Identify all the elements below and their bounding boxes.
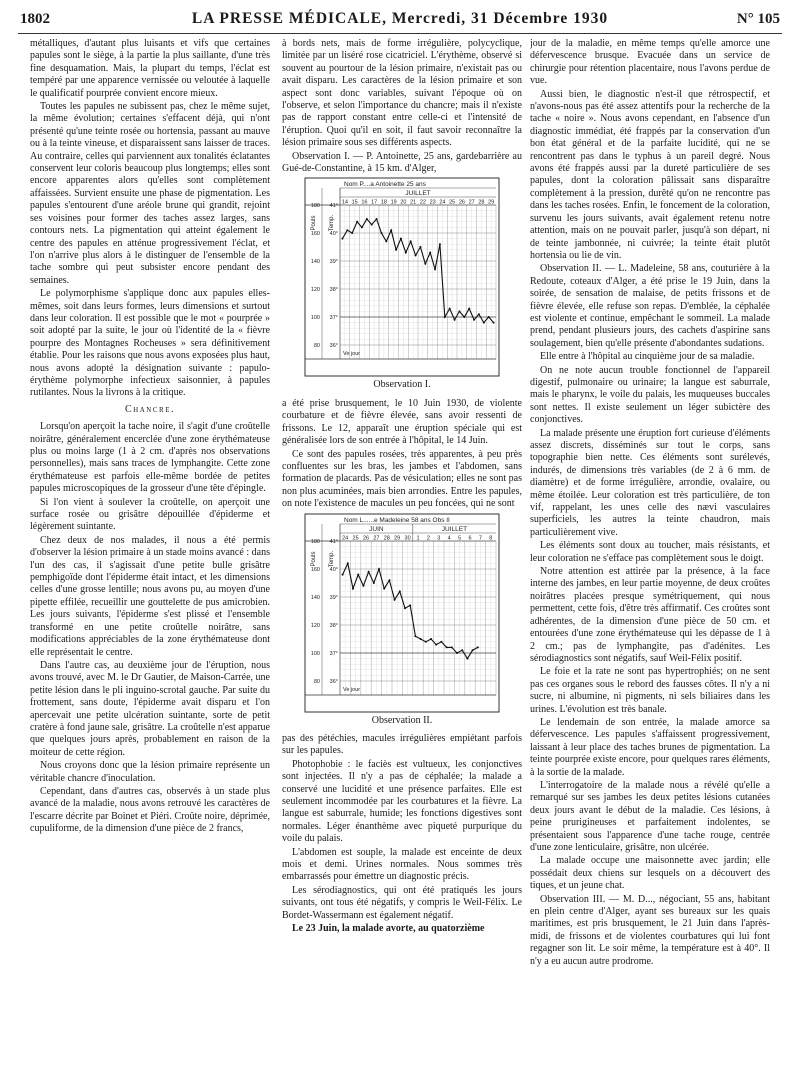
temperature-point [472,649,474,651]
temperature-point [493,322,495,324]
temp-tick-label: 40° [329,566,338,573]
temp-axis-label: Temp. [329,215,335,232]
temp-tick-label: 38° [329,287,338,294]
temperature-point [458,311,460,313]
pulse-tick-label: 120 [310,287,320,294]
paragraph: Le foie et la rate ne sont pas hypertrophiés; on ne sent pas ces organes sous le rebord des fausses côtes. Il n'y a ni sucre, ni albumine, ni pigments, ni sels biliaires dans les urines. L'évolution est très banale. [530,666,770,715]
temperature-point [449,308,451,310]
temperature-point [414,635,416,637]
page-header [18,4,782,34]
day-tick-label: 14 [341,199,348,206]
temp-tick-label: 38° [329,622,338,629]
temperature-point [378,568,380,570]
paragraph: Chez deux de nos malades, il nous a été permis d'observer la lésion primaire à un stade moins avancé : dans l'un des cas, il s'agissait d'une petite bulle grisâtre pemphigoïde dont l'épiderme était intact, et les dimensions celles d'une grosse lentille; nous avons pu, au moyen d'une pipette effilée, recueillir une gouttelette de pus amicrobien. Les jours suivants, l'épiderme s'est plissé et l'ensemble transformé en une petite croûtelle noirâtre, sans modifications appréciables de la zone érythémateuse dont elle représentait le centre. [30,534,270,658]
paragraph: Elle entre à l'hôpital au cinquième jour de sa maladie. [540,351,755,363]
day-tick-label: 18 [380,199,387,206]
day-tick-label: 3 [437,535,441,542]
chart-caption: Observation I. [373,379,431,391]
paragraph: Observation II. — L. Madeleine, 58 ans, couturière à la Redoute, coteaux d'Alger, a été prise le 19 Juin, dans la soirée, de sensation de malaise, de petits frissons et de fièvre élevée, elle refuse son repas. D'emblée, la céphalée est violente et continue, empêchant le sommeil. La malade prend, pendant plusieurs jours, des cachets d'aspirine sans soulagement, bien qu'elle présente d'abondantes sudations. [530,263,770,349]
temperature-point [454,319,456,321]
day-tick-label: 28 [383,535,390,542]
issue-number: N° 105 [736,11,780,27]
start-day-label: Ve jour [343,351,361,358]
column-left [30,38,270,1074]
temperature-point [347,562,349,564]
paragraph: La malade présente une éruption fort curieuse d'éléments assez discrets, disséminés sur tout le corps, sans topographie bien nette. Ces éléments sont surélevés, indurés, de dimensions très variables (de 2 à 6 mm. de diamètre) et de forme irrégulière, arrondie, ovalaire, ou même étoilée. Leur coloration est très particulière, de ton vif, rappelant, les unes celle des nævi vasculaires superficiels, les autres la teinte chaudron, mais particulièrement vive. [530,427,770,538]
day-tick-label: 5 [458,535,462,542]
column-middle [282,38,522,1074]
temperature-point [366,218,368,220]
paragraph: Si l'on vient à soulever la croûtelle, on aperçoit une surface rosée ou grisâtre dépouillée d'épiderme et légèrement suintante. [30,496,270,533]
chart-caption: Observation II. [371,714,433,726]
paragraph: Lorsqu'on aperçoit la tache noire, il s'agit d'une croûtelle noirâtre, généralement encerclée d'une zone érythémateuse plus ou moins large (1 à 2 cm. d'après nos observations personnelles), mais sans traces de lymphangite. Cette zone érythémateuse est parfois elle-même bordée de petites papules microscopiques de la grosseur d'une tête d'épingle. [30,421,270,495]
paragraph: jour de la maladie, en même temps qu'elle amorce une défervescence brusque. Evacuée dans un service de chirurgie pour rétention placentaire, nous l'avons perdue de vue. [530,38,770,87]
start-day-label: Ve jour [343,686,361,693]
paragraph: L'interrogatoire de la malade nous a révélé qu'elle a remarqué sur ses jambes les deux petites lésions cutanées deux jours avant le début de la maladie. Ces lésions, à peine prurigineuses et parfaitement indolentes, se présentaient sous l'apparence d'une tache rouge, centrée d'une zone lenticulaire, grisâtre, non ulcérée. [530,779,770,853]
temperature-point [409,604,411,606]
temperature-point [385,241,387,243]
temperature-point [383,587,385,589]
month-label: JUILLET [441,525,468,533]
page-number: 1802 [20,11,50,27]
paragraph: Toutes les papules ne subissent pas, chez le même sujet, la même évolution; certaines s'effacent déjà, qui n'ont présenté qu'une teinte rosée ou hortensia, passant au mauve ou à la teinte vineuse, et disparaissent sans laisser de traces. Au contraire, celles qui parviennent aux tonalités éclatantes conservent leur coloris beaucoup plus longtemps; elles sont encore apparentes alors qu'elles sont complètement affaissées. Survient ensuite une phase de pigmentation. Les papules s'entourent d'une aréole brune qui grandit, rejoint ses voisines pour former des taches assez larges, sans contours nets. La pigmentation qui atteint également le centre des papules en atténue progressivement l'éclat, et l'on n'arrive plus alors à le distinguer de l'ensemble de la tache sombre qui peut subsister encore pendant des semaines. [30,101,270,286]
column-right [530,38,770,1074]
temperature-point [419,246,421,248]
temperature-point [425,640,427,642]
paragraph: Aussi bien, le diagnostic n'est-il que rétrospectif, et n'avons-nous pas été assez attentifs pour la recherche de la tache « noire ». Nous avons cependant, en l'absence d'un diagnostic immédiat, été frappés par la conservation d'un bon état général et de la parfaite lucidité, qui ne se rencontrent pas dans le typhus à un pareil degré. Nous avons été frappés aussi par la dureté particulière de ses papules, dont la coloration pâlissait sans disparaître complètement à la pression, durêté qu'on ne rencontre pas dans les taches rosées. Enfin, le foncement de la coloration, survenu les jours suivants, avait également retenu notre attention, mais on ne pouvait parler, jusqu'à son départ, ni de teinte jambonnée, ni cuivrée; la teinte était plutôt hortensia ou lie de vin. [530,88,770,261]
paragraph: Cependant, dans d'autres cas, observés à un stade plus avancé de la maladie, nous avons retrouvé les caractères de l'escarre décrite par Boinet et Piéri. Croûte noire, déprimée, cupuliforme, de la dimension d'une pièce de 2 francs, [30,785,270,835]
pulse-tick-label: 160 [310,566,320,573]
month-label: JUILLET [405,190,431,198]
day-tick-label: 16 [361,199,368,206]
temperature-point [468,308,470,310]
paragraph: L'abdomen est souple, la malade est enceinte de deux mois et demi. Urines normales. Nous sommes très embarrassés pour émettre un diagnostic précis. [282,846,522,883]
paragraph: Le lendemain de son entrée, la malade amorce sa défervescence. Les papules s'affaissent progressivement, laissant à leur place des taches brunes de pigmentation. La teinte pourprée existe encore, pour quelques rares éléments, à la sortie de la malade. [530,716,770,778]
observation-intro: Observation I. — P. Antoinette, 25 ans, gardebarrière au Gué-de-Constantine, à 15 km. d'Alger, [282,150,522,175]
day-tick-label: 27 [373,535,380,542]
day-tick-label: 24 [342,535,349,542]
temperature-point [373,582,375,584]
temp-axis-label: Temp. [329,550,335,567]
temperature-point [440,640,442,642]
temp-tick-label: 37° [329,650,338,657]
day-tick-label: 20 [400,199,407,206]
temperature-point [341,238,343,240]
paragraph: Nous croyons donc que la lésion primaire représente un véritable chancre d'inoculation. [30,760,270,784]
pulse-tick-label: 100 [310,650,320,657]
temperature-point [435,643,437,645]
temperature-point [404,607,406,609]
day-tick-label: 30 [404,535,411,542]
day-tick-label: 25 [352,535,359,542]
day-tick-label: 19 [390,199,397,206]
temperature-point [420,638,422,640]
paragraph: On ne note aucun trouble fonctionnel de l'appareil digestif, pulmonaire ou urinaire; la langue est saburrale, mais le pharynx, le voile du palais, les muqueuses buccales sont nettes. Il existe seulement un léger subictère des conjonctives. [530,364,770,426]
temperature-point [439,244,441,246]
temperature-point [371,224,373,226]
temperature-point [346,230,348,232]
temp-tick-label: 39° [329,259,338,266]
temp-tick-label: 36° [329,678,338,685]
day-tick-label: 27 [468,199,475,206]
temperature-point [342,573,344,575]
pulse-axis-label: Pouls [311,215,317,231]
day-tick-label: 7 [478,535,482,542]
temperature-point [405,252,407,254]
temperature-curve [343,563,478,658]
section-heading: Chancre. [125,403,175,415]
temperature-point [394,598,396,600]
temperature-point [444,316,446,318]
temperature-point [357,573,359,575]
day-tick-label: 24 [439,199,446,206]
temperature-point [352,587,354,589]
temp-tick-label: 41° [329,538,338,545]
chart-title: Nom P....a Antoinette 25 ans [344,181,426,189]
temperature-point [380,232,382,234]
temp-tick-label: 41° [329,203,338,210]
day-tick-label: 21 [410,199,417,206]
temperature-point [463,316,465,318]
temperature-chart-observation-2 [304,513,500,713]
day-tick-label: 4 [447,535,451,542]
temperature-point [434,269,436,271]
temperature-point [362,584,364,586]
temperature-point [368,570,370,572]
temperature-point [399,590,401,592]
temperature-point [473,319,475,321]
pulse-tick-label: 140 [310,594,320,601]
temperature-point [424,263,426,265]
month-label: JUIN [369,525,384,533]
paragraph: Photophobie : le faciès est vultueux, les conjonctives sont injectées. Il n'y a pas de céphalée; la malade a conservé une lucidité et une présence parfaites. Elle est seulement incommodée par les courbatures et la fièvre. La langue est saburrale, humide; les fonctions digestives sont normales. Léger énanthème avec piqueté purpurique du voile du palais. [282,758,522,845]
journal-title: LA PRESSE MÉDICALE, Mercredi, 31 Décembre 1930 [191,10,609,27]
temperature-point [477,646,479,648]
pulse-tick-label: 80 [313,678,320,685]
paragraph: La malade occupe une maisonnette avec jardin; elle possédait deux chiens sur lesquels on a découvert des tiques, et un jeune chat. [530,855,770,892]
temperature-point [351,232,353,234]
temperature-point [400,238,402,240]
day-tick-label: 2 [426,535,430,542]
pulse-tick-label: 140 [310,259,320,266]
temperature-point [446,646,448,648]
temperature-point [483,322,485,324]
paragraph: Les sérodiagnostics, qui ont été pratiqués les jours suivants, ont tous été négatifs, y compris le Weil-Félix. Le Bordet-Wassermann est également négatif. [282,884,522,921]
temperature-point [488,316,490,318]
paragraph: a été prise brusquement, le 10 Juin 1930, de violente courbature et de fièvre élevée, sans avoir ressenti de frissons. Le 12, apparaît une éruption spéciale qui est généralisée lors de son entrée à l'hôpital, le 14 Juin. [282,397,522,447]
paragraph: Observation III. — M. D..., négociant, 55 ans, habitant en plein centre d'Alger, ayant ses bureaux sur les quais maritimes, est pris brusquement, le 21 Juin dans l'après-midi, de frissons et de violentes courbatures qui lui font regagner son lit. Le soir même, la température est à 40°. Il n'y a eu aucun autre prodrome. [530,893,770,967]
paragraph: Le 23 Juin, la malade avorte, au quatorzième [292,923,485,935]
paragraph: Ce sont des papules rosées, très apparentes, à peu près confluentes sur les bras, les jambes et l'abdomen, sans formation de placards. Pas de vésiculation; elles ne sont pas non plus acuminées, mais bien arrondies. Entre les papules, on note l'existence de macules un peu foncées, qui ne sont [282,448,522,510]
day-tick-label: 1 [416,535,420,542]
paragraph: Les éléments sont doux au toucher, mais résistants, et leur coloration ne s'efface pas complètement sous le doigt. [530,540,770,564]
day-tick-label: 26 [362,535,370,542]
day-tick-label: 25 [449,199,456,206]
day-tick-label: 26 [458,199,465,206]
day-tick-label: 22 [419,199,426,206]
temp-tick-label: 39° [329,594,338,601]
pulse-tick-label: 180 [310,203,320,210]
temperature-point [478,314,480,316]
temperature-point [390,230,392,232]
temperature-point [395,249,397,251]
paragraph: Le polymorphisme s'applique donc aux papules elles-mêmes, soit dans leurs formes, leurs dimensions et surtout dans leur coloration. Il est possible que le mot « pourprée » soit adopté par la suite, le jour où l'identité de la « fièvre pourpre des Montagnes Rocheuses » sera définitivement établie. Pour les raisons que nous avons exposées plus haut, nous avons adopté la désignation suivante : papulo-érythème polymorphe infectieux saisonnier, à papules rutilantes. Nous la livrons à la critique. [30,288,270,399]
day-tick-label: 23 [429,199,436,206]
temperature-point [429,252,431,254]
day-tick-label: 17 [371,199,378,206]
pulse-tick-label: 120 [310,622,320,629]
day-tick-label: 29 [394,535,401,542]
pulse-axis-label: Pouls [311,551,317,567]
temperature-point [430,638,432,640]
temperature-point [388,579,390,581]
paragraph: à bords nets, mais de forme irrégulière, polycyclique, limitée par un liséré rose cicatriciel. L'érythème, observé si souvent au pourtour de la lésion primaire, n'existait pas ou avait disparu. Les caractères de la lésion primaire et son aspect sont donc variables, suivant l'époque où on l'observe, et selon l'importance du chancre; mais il n'existe pas de rapport constant entre celle-ci et l'intensité de l'éruption. Quoi qu'il en soit, il faut savoir reconnaître la lésion primaire sous ses différents aspects. [282,38,522,149]
temperature-point [456,652,458,654]
temperature-point [466,657,468,659]
temperature-point [356,221,358,223]
day-tick-label: 6 [468,535,472,542]
temp-tick-label: 37° [329,315,338,322]
paragraph: Dans l'autre cas, au deuxième jour de l'éruption, nous avons trouvé, avec M. le Dr Gautier, de Maison-Carrée, une petite lésion dans le pli inguino-scrotal gauche. Par suite du frottement, sans doute, l'épiderme avait disparu et l'on apercevait une petite ulcération suintante, sorte de petit cratère à fond jaune sale, grisâtre. La croûtelle n'est apparue que quelques jours après, probablement en raison de la moiteur de cette région. [30,659,270,758]
day-tick-label: 8 [489,535,493,542]
temp-tick-label: 36° [329,343,338,350]
temperature-point [361,227,363,229]
pulse-tick-label: 80 [313,343,320,350]
paragraph: métalliques, d'autant plus luisants et vifs que certaines papules sont le siège, à la partie la plus saillante, d'une très fine desquamation. Mais, la plupart du temps, l'éclat est tempéré par une apparence vernissée ou veloutée à laquelle le qualificatif pourprée convient encore mieux. [30,38,270,99]
paragraph: pas des pétéchies, macules irrégulières empiétant parfois sur les papules. [282,732,522,757]
temperature-point [415,255,417,257]
paragraph: Notre attention est attirée par la présence, à la face interne des jambes, en leur partie moyenne, de deux croûtes noirâtres placées presque symétriquement, qui nous permettent, cette fois, d'être très affirmatif. Ces croûtes sont adhérentes, de la dimension d'une pièce de 50 cm. et entourées d'une zone érythémateuse qui les dépasse de 1 à 2 cm.; pas de lymphangite, pas d'adénites. Les sérodiagnostics sont négatifs, sauf Weil-Félix positif. [530,566,770,664]
header-rule [18,33,782,34]
pulse-tick-label: 100 [310,315,320,322]
temperature-point [461,649,463,651]
temperature-point [451,646,453,648]
pulse-tick-label: 180 [310,538,320,545]
temperature-point [410,241,412,243]
day-tick-label: 28 [478,199,485,206]
temperature-point [376,218,378,220]
chart-title: Nom L......e Madeleine 58 ans Obs II [344,516,450,524]
day-tick-label: 29 [488,199,495,206]
pulse-tick-label: 160 [310,231,320,238]
temperature-chart-observation-1 [304,177,500,377]
temp-tick-label: 40° [329,231,338,238]
day-tick-label: 15 [351,199,358,206]
